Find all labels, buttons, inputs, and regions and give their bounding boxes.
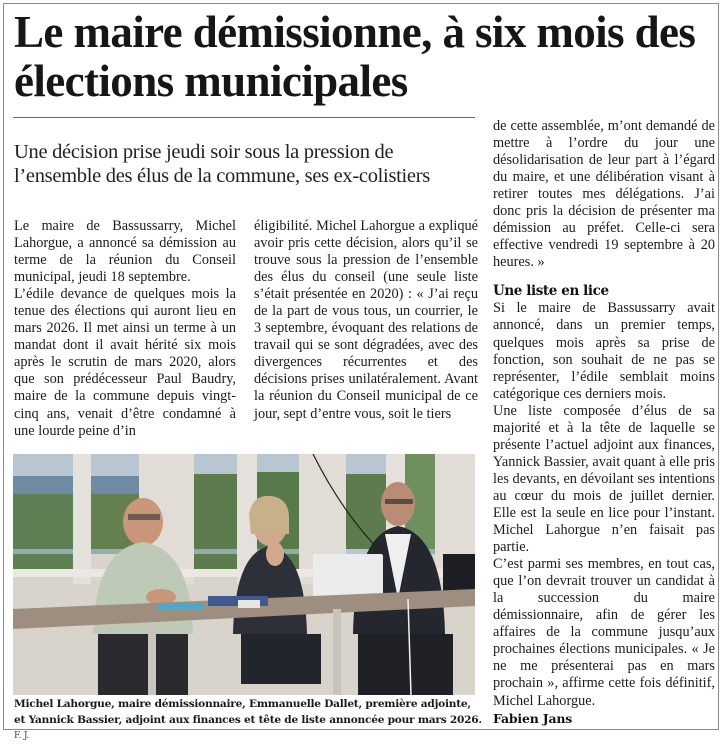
paragraph: Si le maire de Bassussarry avait annoncé, dans un premier temps, quelques mois après sa prise de fonction, son souhait de ne pas se représenter, l’édile semblait moins catégorique ces derniers mois. bbox=[493, 300, 715, 402]
paragraph: Le maire de Bassussarry, Michel Lahorgue, a annoncé sa démission au terme de la réunion du Conseil municipal, jeudi 18 septembre. bbox=[14, 218, 236, 286]
column-1 bbox=[14, 218, 236, 440]
caption-text: Michel Lahorgue, maire démissionnaire, Emmanuelle Dallet, première adjointe, et Yannick Bassier, adjoint aux finances et tête de liste annoncée pour mars 2026. bbox=[14, 698, 482, 726]
laptop bbox=[313, 554, 383, 596]
divider-rule bbox=[13, 117, 475, 118]
paragraph: L’édile devance de quelques mois la tenue des élections qui auront lieu en mars 2026. Il met ainsi un terme à un mandat dont il avait hérité six mois après le scrutin de mars 2020, alors que son prédécesseur Paul Baudry, maire de la commune depuis vingt-cinq ans, venait d’être condamné à une lourde peine d’in bbox=[14, 286, 236, 439]
photo-credit: F. J. bbox=[14, 731, 30, 741]
article-photo bbox=[13, 454, 475, 695]
column-3 bbox=[493, 118, 715, 727]
photo-illustration bbox=[13, 454, 475, 695]
paragraph: éligibilité. Michel Lahorgue a expliqué avoir pris cette décision, alors qu’il se trouve sous la pression de l’ensemble des élus du conseil (une seule liste s’était présentée en 2020) : « J’ai reçu de la part de vous tous, un courrier, le 3 septembre, évoquant des relations de travail qui se sont dégradées, avec des divergences récurrentes et des décisions prises unilatéralement. Avant la réunion du Conseil municipal de ce jour, sept d’entre vous, soit le tiers bbox=[254, 218, 478, 422]
subheadline: Une décision prise jeudi soir sous la pression de l’ensemble des élus de la commune, ses ex-colistiers bbox=[14, 141, 430, 187]
headline: Le maire démissionne, à six mois des élections municipales bbox=[14, 7, 696, 106]
paragraph: de cette assemblée, m’ont demandé de mettre à l’ordre du jour une désolidarisation de leur part à l’égard du maire, et une délibération visant à retirer toutes mes délégations. J’ai donc pris la décision de présenter ma démission au préfet. Celle-ci sera effective vendredi 19 septembre à 20 heures. » bbox=[493, 118, 715, 271]
column-2 bbox=[254, 218, 478, 423]
photo-caption bbox=[14, 697, 484, 745]
paragraph: Une liste composée d’élus de sa majorité et à la tête de laquelle se présente l’actuel adjoint aux finances, Yannick Bassier, avait quant à elle pris les devants, en dévoilant ses intentions au cœur du mois de juillet dernier. Elle est la seule en lice pour l’instant. Michel Lahorgue n’en faisait pas partie. bbox=[493, 402, 715, 556]
byline: Fabien Jans bbox=[493, 710, 573, 726]
intertitle: Une liste en lice bbox=[493, 283, 609, 300]
paragraph: C’est parmi ses membres, en tout cas, que l’on devrait trouver un candidat à la succession du maire démissionnaire, afin de gérer les affaires de la commune jusqu’aux prochaines élections municipales. « Je ne me présenterai pas en mars prochain », affirme cette fois définitif, Michel Lahorgue. bbox=[493, 556, 715, 709]
